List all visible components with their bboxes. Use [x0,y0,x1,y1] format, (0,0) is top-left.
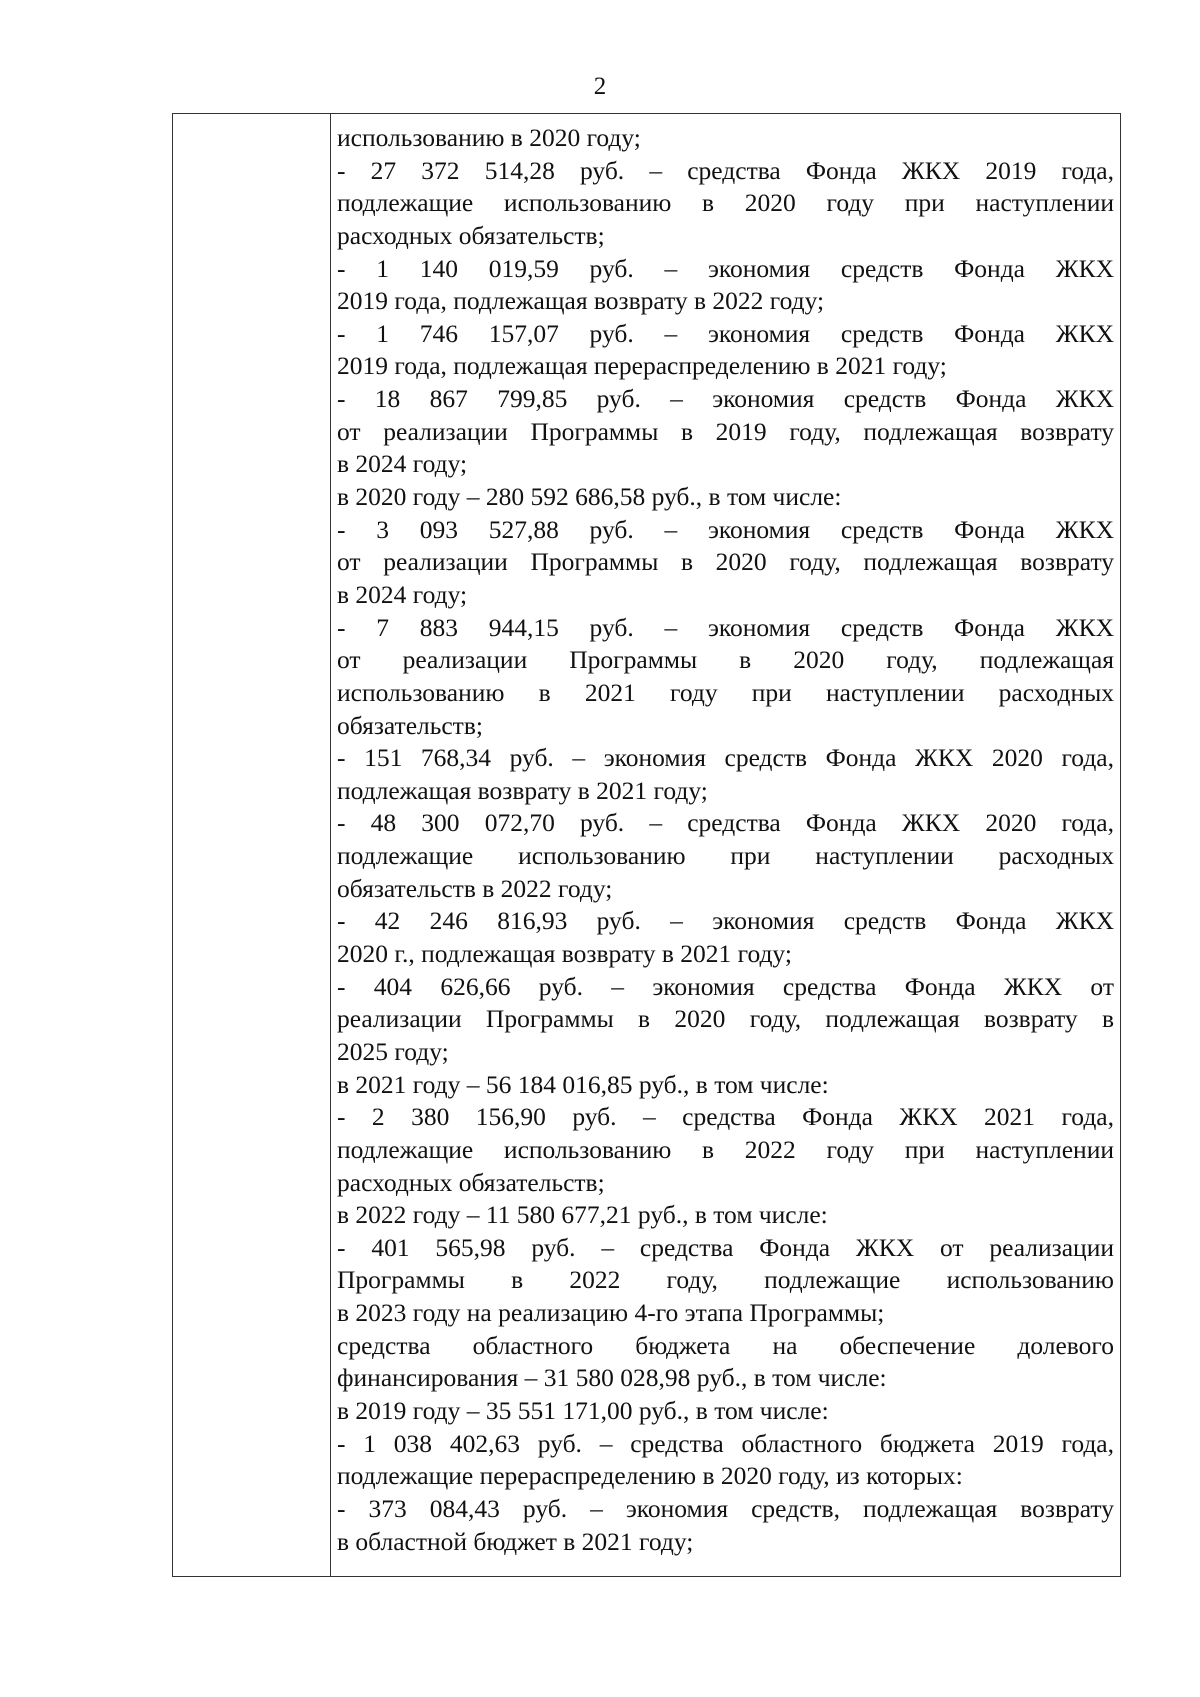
text-line: подлежащая возврату в 2021 году; [337,775,708,805]
text-line: - 2 380 156,90 руб. – средства Фонда ЖКХ 2021 года, [337,1102,1114,1132]
text-line: - 404 626,66 руб. – экономия средства Фонда ЖКХ от [337,971,1114,1001]
text-line: Программы в 2022 году, подлежащие использованию [337,1265,1114,1295]
text-line: - 48 300 072,70 руб. – средства Фонда ЖКХ 2020 года, [337,808,1114,838]
text-line: в 2020 году – 280 592 686,58 руб., в том числе: [337,482,842,512]
document-table [172,113,1121,1577]
text-line: - 3 093 527,88 руб. – экономия средств Фонда ЖКХ [337,514,1114,544]
text-line: - 1 038 402,63 руб. – средства областного бюджета 2019 года, [337,1428,1114,1458]
text-line: от реализации Программы в 2020 году, подлежащая [337,645,1114,675]
text-line: реализации Программы в 2020 году, подлежащая возврату в [337,1004,1114,1034]
text-line: 2025 году; [337,1036,449,1066]
text-line: в 2019 году – 35 551 171,00 руб., в том числе: [337,1395,829,1425]
text-line: обязательств в 2022 году; [337,873,613,903]
text-line: в 2024 году; [337,449,468,479]
text-line: - 27 372 514,28 руб. – средства Фонда ЖКХ 2019 года, [337,155,1114,185]
text-line: подлежащие использованию в 2020 году при наступлении [337,188,1114,218]
text-line: 2019 года, подлежащая возврату в 2022 году; [337,286,825,316]
text-line: от реализации Программы в 2020 году, подлежащая возврату [337,547,1114,577]
text-line: средства областного бюджета на обеспечение долевого [337,1330,1114,1360]
text-line: использованию в 2021 году при наступлении расходных [337,677,1114,707]
text-line: обязательств; [337,710,483,740]
text-line: - 401 565,98 руб. – средства Фонда ЖКХ от реализации [337,1232,1114,1262]
text-line: от реализации Программы в 2019 году, подлежащая возврату [337,416,1114,446]
text-line: - 151 768,34 руб. – экономия средств Фонда ЖКХ 2020 года, [337,743,1114,773]
text-line: подлежащие использованию в 2022 году при наступлении [337,1134,1114,1164]
text-line: - 1 746 157,07 руб. – экономия средств Фонда ЖКХ [337,318,1114,348]
text-line: в 2021 году – 56 184 016,85 руб., в том числе: [337,1069,829,1099]
text-line: использованию в 2020 году; [337,123,641,152]
table-text-cell [331,114,1120,1576]
text-line: - 18 867 799,85 руб. – экономия средств Фонда ЖКХ [337,384,1114,414]
text-line: расходных обязательств; [337,1167,605,1197]
text-line: 2020 г., подлежащая возврату в 2021 году; [337,939,792,969]
table-left-cell [173,114,331,1576]
text-line: - 373 084,43 руб. – экономия средств, подлежащая возврату [337,1493,1114,1523]
page-number: 2 [593,73,607,100]
text-line: расходных обязательств; [337,220,605,250]
text-line: - 7 883 944,15 руб. – экономия средств Фонда ЖКХ [337,612,1114,642]
text-line: финансирования – 31 580 028,98 руб., в том числе: [337,1363,887,1393]
text-line: - 42 246 816,93 руб. – экономия средств Фонда ЖКХ [337,906,1114,936]
text-line: подлежащие использованию при наступлении расходных [337,841,1114,871]
text-line: 2019 года, подлежащая перераспределению в 2021 году; [337,351,947,381]
text-line: в 2023 году на реализацию 4-го этапа Программы; [337,1298,885,1328]
text-line: в 2022 году – 11 580 677,21 руб., в том числе: [337,1200,828,1230]
text-line: в областной бюджет в 2021 году; [337,1526,694,1556]
text-line: подлежащие перераспределению в 2020 году, из которых: [337,1461,963,1491]
text-line: - 1 140 019,59 руб. – экономия средств Фонда ЖКХ [337,253,1114,283]
text-line: в 2024 году; [337,579,468,609]
